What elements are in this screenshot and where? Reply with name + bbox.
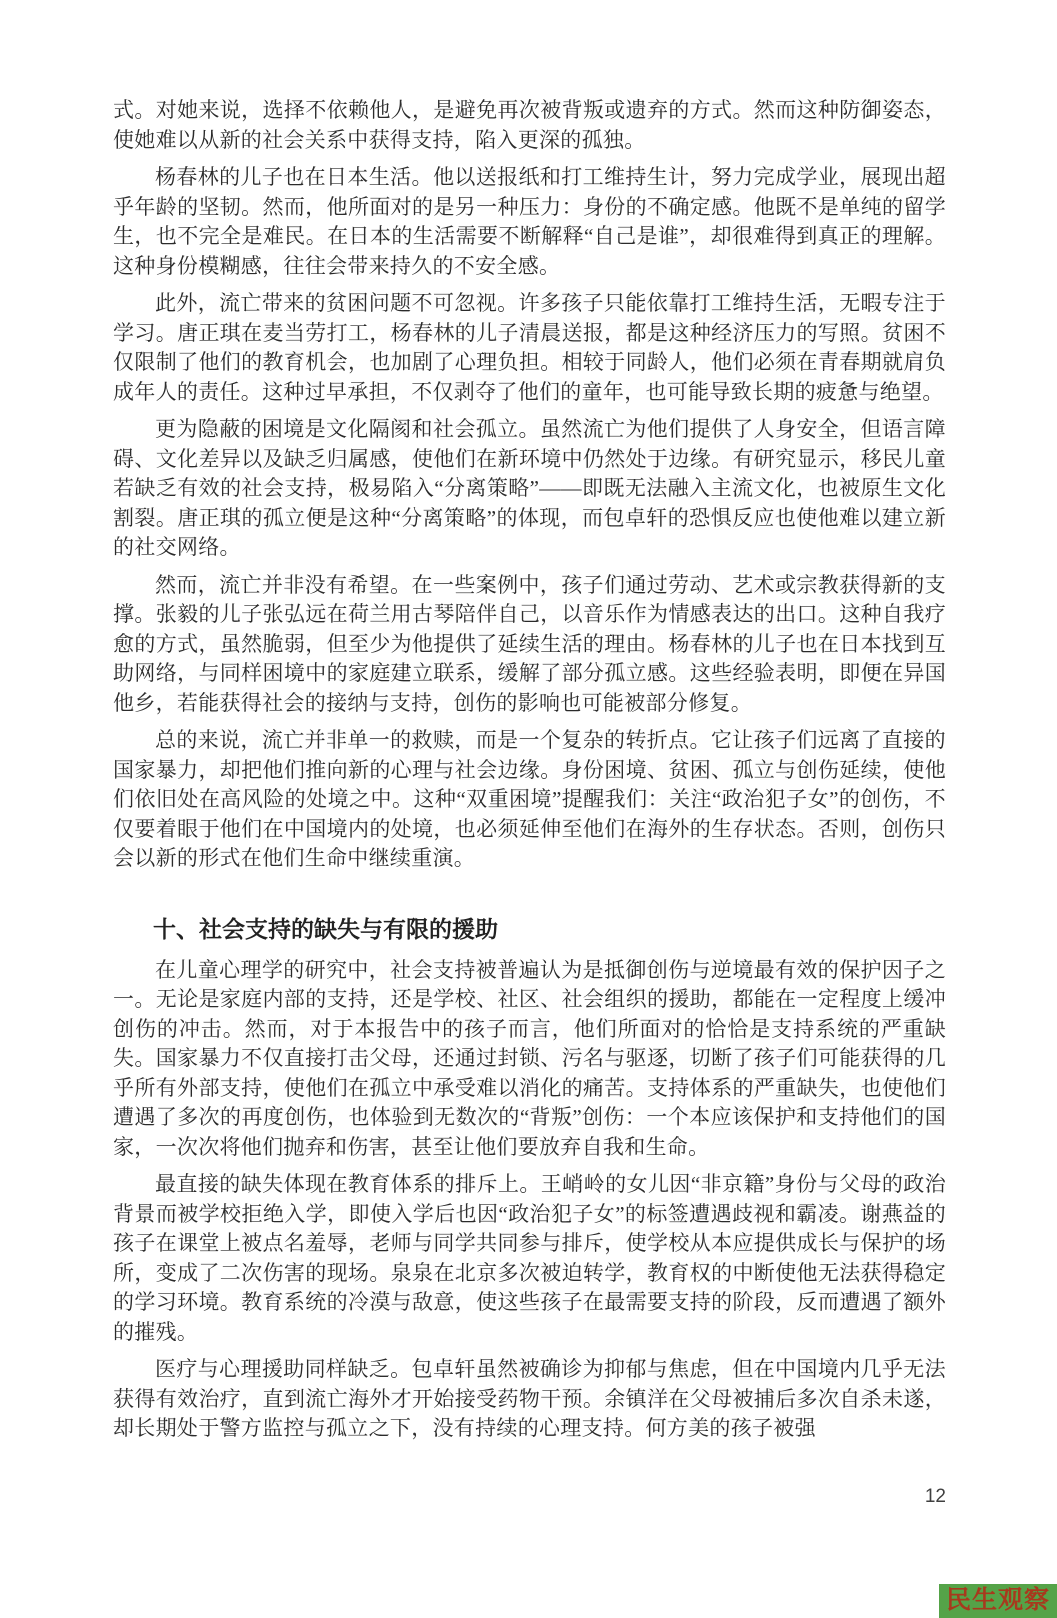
paragraph: 医疗与心理援助同样缺乏。包卓轩虽然被确诊为抑郁与焦虑，但在中国境内几乎无法获得有效治疗，直到流亡海外才开始接受药物干预。余镇洋在父母被捕后多次自杀未遂，却长期处于警方监控与孤立之下，没有持续的心理支持。何方美的孩子被强 bbox=[113, 1357, 946, 1440]
paragraph: 此外，流亡带来的贫困问题不可忽视。许多孩子只能依靠打工维持生活，无暇专注于学习。唐正琪在麦当劳打工，杨春林的儿子清晨送报，都是这种经济压力的写照。贫困不仅限制了他们的教育机会，也加剧了心理负担。相较于同龄人，他们必须在青春期就肩负成年人的责任。这种过早承担，不仅剥夺了他们的童年，也可能导致长期的疲惫与绝望。 bbox=[113, 291, 946, 404]
paragraph: 在儿童心理学的研究中，社会支持被普遍认为是抵御创伤与逆境最有效的保护因子之一。无论是家庭内部的支持，还是学校、社区、社会组织的援助，都能在一定程度上缓冲创伤的冲击。然而，对于本报告中的孩子而言，他们所面对的恰恰是支持系统的严重缺失。国家暴力不仅直接打击父母，还通过封锁、污名与驱逐，切断了孩子们可能获得的几乎所有外部支持，使他们在孤立中承受难以消化的痛苦。支持体系的严重缺失，也使他们遭遇了多次的再度创伤，也体验到无数次的“背叛”创伤：一个本应该保护和支持他们的国家，一次次将他们抛弃和伤害，甚至让他们要放弃自我和生命。 bbox=[113, 957, 946, 1159]
paragraph: 最直接的缺失体现在教育体系的排斥上。王峭岭的女儿因“非京籍”身份与父母的政治背景而被学校拒绝入学，即使入学后也因“政治犯子女”的标签遭遇歧视和霸凌。谢燕益的孩子在课堂上被点名羞辱，老师与同学共同参与排斥，使学校从本应提供成长与保护的场所，变成了二次伤害的现场。泉泉在北京多次被迫转学，教育权的中断使他无法获得稳定的学习环境。教育系统的冷漠与敌意，使这些孩子在最需要支持的阶段，反而遭遇了额外的摧残。 bbox=[113, 1172, 946, 1344]
watermark-badge: 民生观察 bbox=[939, 1584, 1057, 1618]
paragraph: 总的来说，流亡并非单一的救赎，而是一个复杂的转折点。它让孩子们远离了直接的国家暴力，却把他们推向新的心理与社会边缘。身份困境、贫困、孤立与创伤延续，使他们依旧处在高风险的处境之中。这种“双重困境”提醒我们：关注“政治犯子女”的创伤，不仅要着眼于他们在中国境内的处境，也必须延伸至他们在海外的生存状态。否则，创伤只会以新的形式在他们生命中继续重演。 bbox=[113, 728, 946, 870]
paragraph: 然而，流亡并非没有希望。在一些案例中，孩子们通过劳动、艺术或宗教获得新的支撑。张毅的儿子张弘远在荷兰用古琴陪伴自己，以音乐作为情感表达的出口。这种自我疗愈的方式，虽然脆弱，但至少为他提供了延续生活的理由。杨春林的儿子也在日本找到互助网络，与同样困境中的家庭建立联系，缓解了部分孤立感。这些经验表明，即便在异国他乡，若能获得社会的接纳与支持，创伤的影响也可能被部分修复。 bbox=[113, 572, 946, 715]
paragraph: 更为隐蔽的困境是文化隔阂和社会孤立。虽然流亡为他们提供了人身安全，但语言障碍、文化差异以及缺乏归属感，使他们在新环境中仍然处于边缘。有研究显示，移民儿童若缺乏有效的社会支持，极易陷入“分离策略”——即既无法融入主流文化，也被原生文化割裂。唐正琪的孤立便是这种“分离策略”的体现，而包卓轩的恐惧反应也使他难以建立新的社交网络。 bbox=[113, 417, 946, 559]
page-number: 12 bbox=[924, 1486, 946, 1507]
paragraph-continuation: 式。对她来说，选择不依赖他人，是避免再次被背叛或遗弃的方式。然而这种防御姿态，使她难以从新的社会关系中获得支持，陷入更深的孤独。 bbox=[113, 98, 946, 152]
section-heading: 十、社会支持的缺失与有限的援助 bbox=[153, 915, 498, 942]
paragraph: 杨春林的儿子也在日本生活。他以送报纸和打工维持生计，努力完成学业，展现出超乎年龄的坚韧。然而，他所面对的是另一种压力：身份的不确定感。他既不是单纯的留学生，也不完全是难民。在日本的生活需要不断解释“自己是谁”，却很难得到真正的理解。这种身份模糊感，往往会带来持久的不安全感。 bbox=[113, 165, 946, 278]
